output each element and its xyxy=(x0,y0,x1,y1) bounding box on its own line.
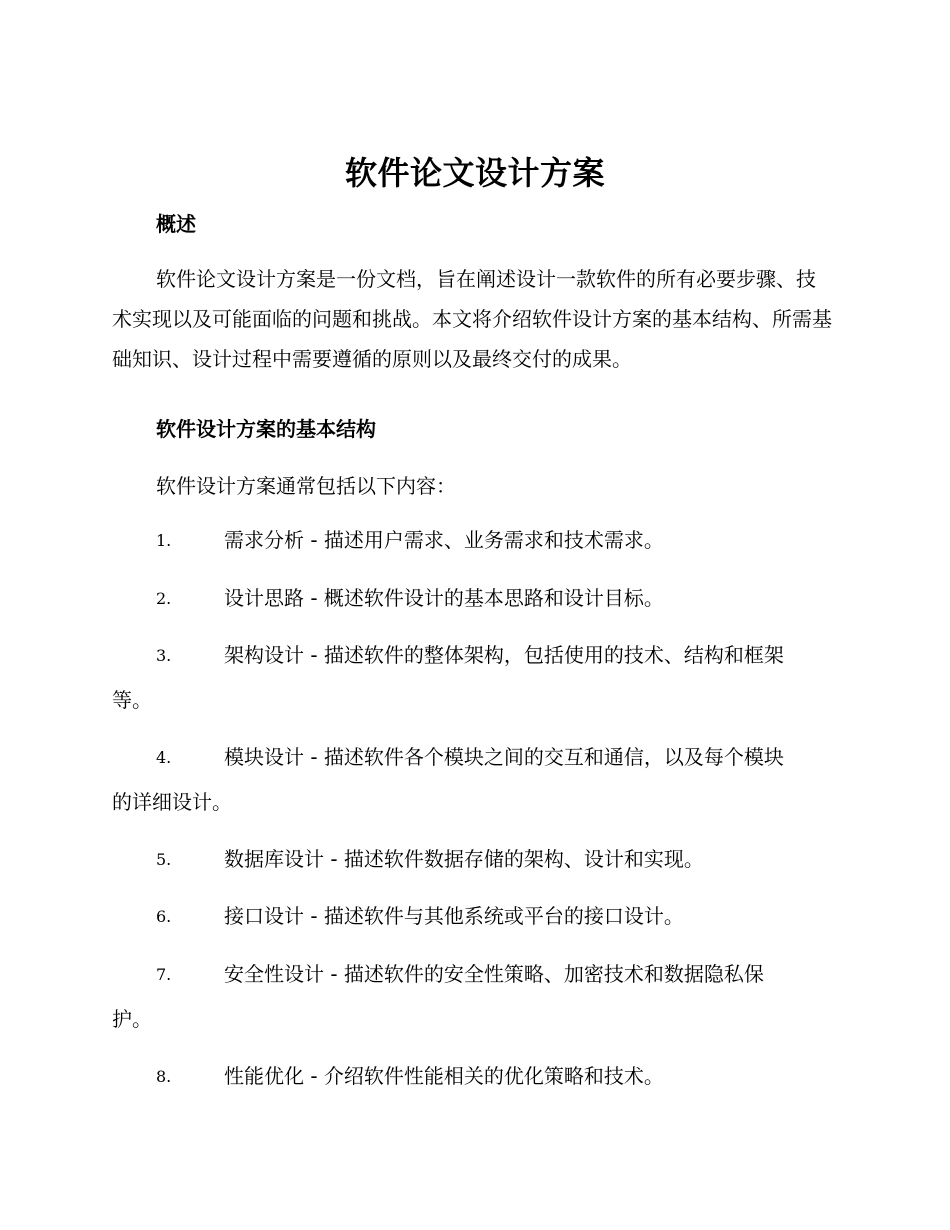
list-item-text: 需求分析 - 描述用户需求、业务需求和技术需求。 xyxy=(224,528,664,552)
section-heading-structure: 软件设计方案的基本结构 xyxy=(156,417,376,441)
list-item-text-continued: 的详细设计。 xyxy=(112,790,232,814)
list-item xyxy=(112,894,832,939)
list-item-number: 6. xyxy=(156,907,172,926)
overview-paragraph: 软件论文设计方案是一份文档，旨在阐述设计一款软件的所有必要步骤、技术实现以及可能面临的问题和挑战。本文将介绍软件设计方案的基本结构、所需基础知识、设计过程中需要遵循的原则以及最终交付的成果。 xyxy=(112,267,832,371)
list-item-number: 8. xyxy=(156,1067,172,1086)
list-item xyxy=(112,952,832,1042)
list-item-number: 4. xyxy=(156,748,172,767)
list-item xyxy=(112,837,832,882)
list-item xyxy=(112,576,832,621)
list-item-text: 架构设计 - 描述软件的整体架构，包括使用的技术、结构和框架 xyxy=(224,643,784,667)
list-item xyxy=(112,735,832,825)
list-item-number: 5. xyxy=(156,850,172,869)
list-item-text-continued: 护。 xyxy=(112,1007,152,1031)
list-item xyxy=(112,518,832,563)
list-item-text: 接口设计 - 描述软件与其他系统或平台的接口设计。 xyxy=(224,904,684,928)
list-item xyxy=(112,633,832,723)
list-item-text: 性能优化 - 介绍软件性能相关的优化策略和技术。 xyxy=(224,1064,664,1088)
structure-lead-text: 软件设计方案通常包括以下内容： xyxy=(156,474,456,498)
list-item xyxy=(112,1054,832,1099)
section-heading-overview: 概述 xyxy=(156,212,196,236)
list-item-text-continued: 等。 xyxy=(112,688,152,712)
document-title: 软件论文设计方案 xyxy=(344,154,605,192)
list-item-number: 7. xyxy=(156,965,172,984)
list-item-number: 1. xyxy=(156,531,172,550)
list-item-number: 2. xyxy=(156,589,172,608)
list-item-text: 模块设计 - 描述软件各个模块之间的交互和通信，以及每个模块 xyxy=(224,745,784,769)
list-item-number: 3. xyxy=(156,646,172,665)
list-item-text: 设计思路 - 概述软件设计的基本思路和设计目标。 xyxy=(224,586,664,610)
list-item-text: 安全性设计 - 描述软件的安全性策略、加密技术和数据隐私保 xyxy=(224,962,764,986)
list-item-text: 数据库设计 - 描述软件数据存储的架构、设计和实现。 xyxy=(224,847,704,871)
